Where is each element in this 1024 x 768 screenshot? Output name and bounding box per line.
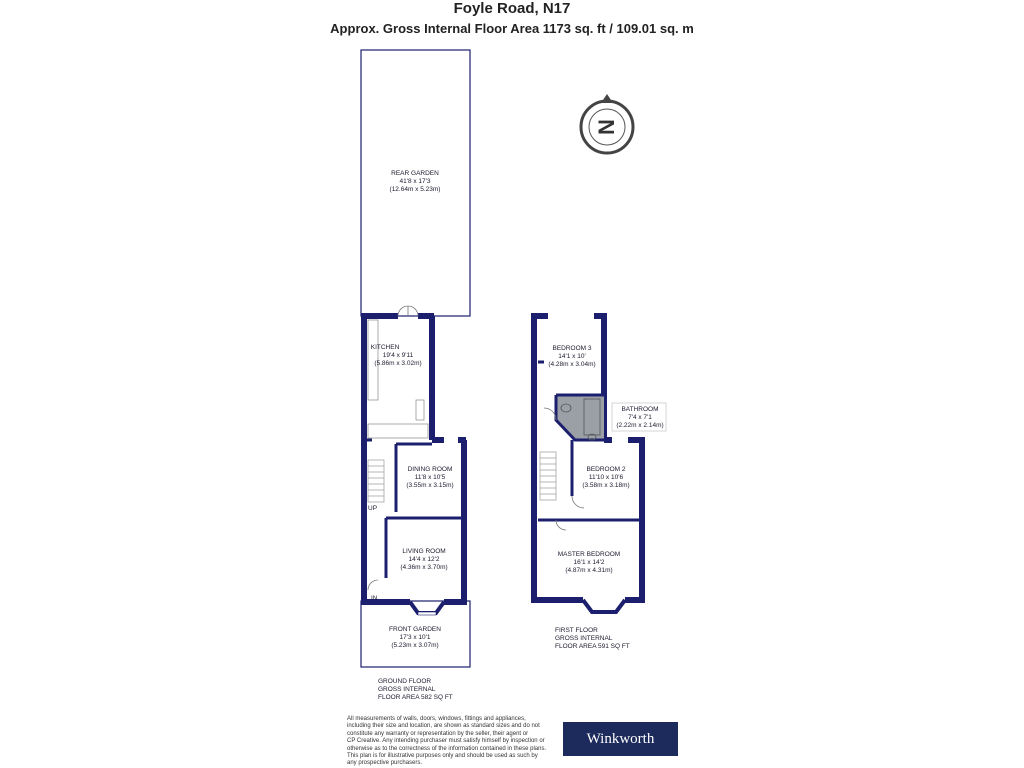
bathroom-imperial: 7'4 x 7'1 (628, 414, 652, 421)
page-subtitle: Approx. Gross Internal Floor Area 1173 sq. ft / 109.01 sq. m (330, 21, 694, 36)
front-garden-metric: (5.23m x 3.07m) (391, 642, 439, 649)
disclaimer-line: otherwise as to the correctness of the information contained in these plans. (347, 745, 547, 752)
ground-floor-area-line1: GROUND FLOOR (378, 678, 432, 685)
kitchen-name: KITCHEN (370, 344, 400, 351)
ground-floor-area-line3: FLOOR AREA 582 SQ FT (378, 694, 453, 701)
living-room-metric: (4.36m x 3.70m) (400, 564, 448, 571)
bathroom-floor (556, 395, 604, 440)
front-garden-imperial: 17'3 x 10'1 (399, 634, 431, 641)
first-floor-stairs (540, 452, 556, 500)
stairs-up-label: UP (368, 505, 378, 512)
disclaimer-line: constitute any warranty or representation by the seller, their agent or (347, 730, 529, 737)
bedroom3-name: BEDROOM 3 (552, 345, 592, 352)
rear-garden-metric: (12.64m x 5.23m) (389, 186, 441, 193)
master-bedroom-imperial: 16'1 x 14'2 (573, 559, 605, 566)
master-bedroom-metric: (4.87m x 4.31m) (565, 567, 613, 574)
master-bedroom-bay-window (583, 600, 625, 612)
rear-garden-imperial: 41'8 x 17'3 (399, 178, 431, 185)
living-room-bay-window (410, 602, 444, 613)
disclaimer-line: All measurements of walls, doors, windows, fittings and appliances, (347, 716, 526, 722)
bedroom2-imperial: 11'10 x 10'6 (588, 474, 624, 481)
compass-letter: N (594, 119, 619, 135)
compass-icon (581, 94, 633, 153)
master-bedroom-name: MASTER BEDROOM (557, 551, 621, 558)
living-room-imperial: 14'4 x 12'2 (408, 556, 440, 563)
bedroom2-name: BEDROOM 2 (586, 466, 626, 473)
dining-room-metric: (3.55m x 3.15m) (406, 482, 454, 489)
dining-room-name: DINING ROOM (407, 466, 453, 473)
kitchen-fittings (368, 320, 428, 438)
bedroom2-metric: (3.58m x 3.18m) (582, 482, 630, 489)
front-garden-name: FRONT GARDEN (389, 626, 441, 633)
first-floor-partitions (538, 362, 642, 520)
ground-floor-area-line2: GROSS INTERNAL (378, 686, 436, 693)
rear-garden-name: REAR GARDEN (391, 170, 439, 177)
kitchen-metric: (5.86m x 3.02m) (374, 360, 422, 367)
disclaimer (347, 716, 559, 768)
disclaimer-line: including their size and location, are shown as standard sizes and do not (347, 723, 540, 730)
entrance-in-label: IN (371, 595, 378, 602)
page-title: Foyle Road, N17 (453, 0, 571, 17)
first-floor-area-line3: FLOOR AREA 591 SQ FT (555, 643, 630, 650)
bathroom-name: BATHROOM (621, 406, 659, 413)
disclaimer-line: any prospective purchasers. (347, 760, 423, 767)
disclaimer-line: CP Creative. Any intending purchaser must satisfy himself by inspection or (347, 738, 545, 745)
dining-room-imperial: 11'8 x 10'5 (414, 474, 446, 481)
bathroom-metric: (2.22m x 2.14m) (616, 422, 664, 429)
bedroom3-metric: (4.28m x 3.04m) (548, 361, 596, 368)
first-floor-area-line1: FIRST FLOOR (555, 627, 598, 634)
kitchen-french-doors (398, 306, 418, 316)
disclaimer-line: This plan is for illustrative purposes only and should be used as such by (347, 753, 538, 760)
kitchen-imperial: 19'4 x 9'11 (382, 352, 414, 359)
front-door (368, 580, 378, 590)
bedroom3-imperial: 14'1 x 10' (558, 353, 586, 360)
first-floor-area-line2: GROSS INTERNAL (555, 635, 613, 642)
living-room-name: LIVING ROOM (402, 548, 446, 555)
ground-floor-stairs (368, 460, 384, 502)
winkworth-logo: Winkworth (563, 722, 678, 756)
